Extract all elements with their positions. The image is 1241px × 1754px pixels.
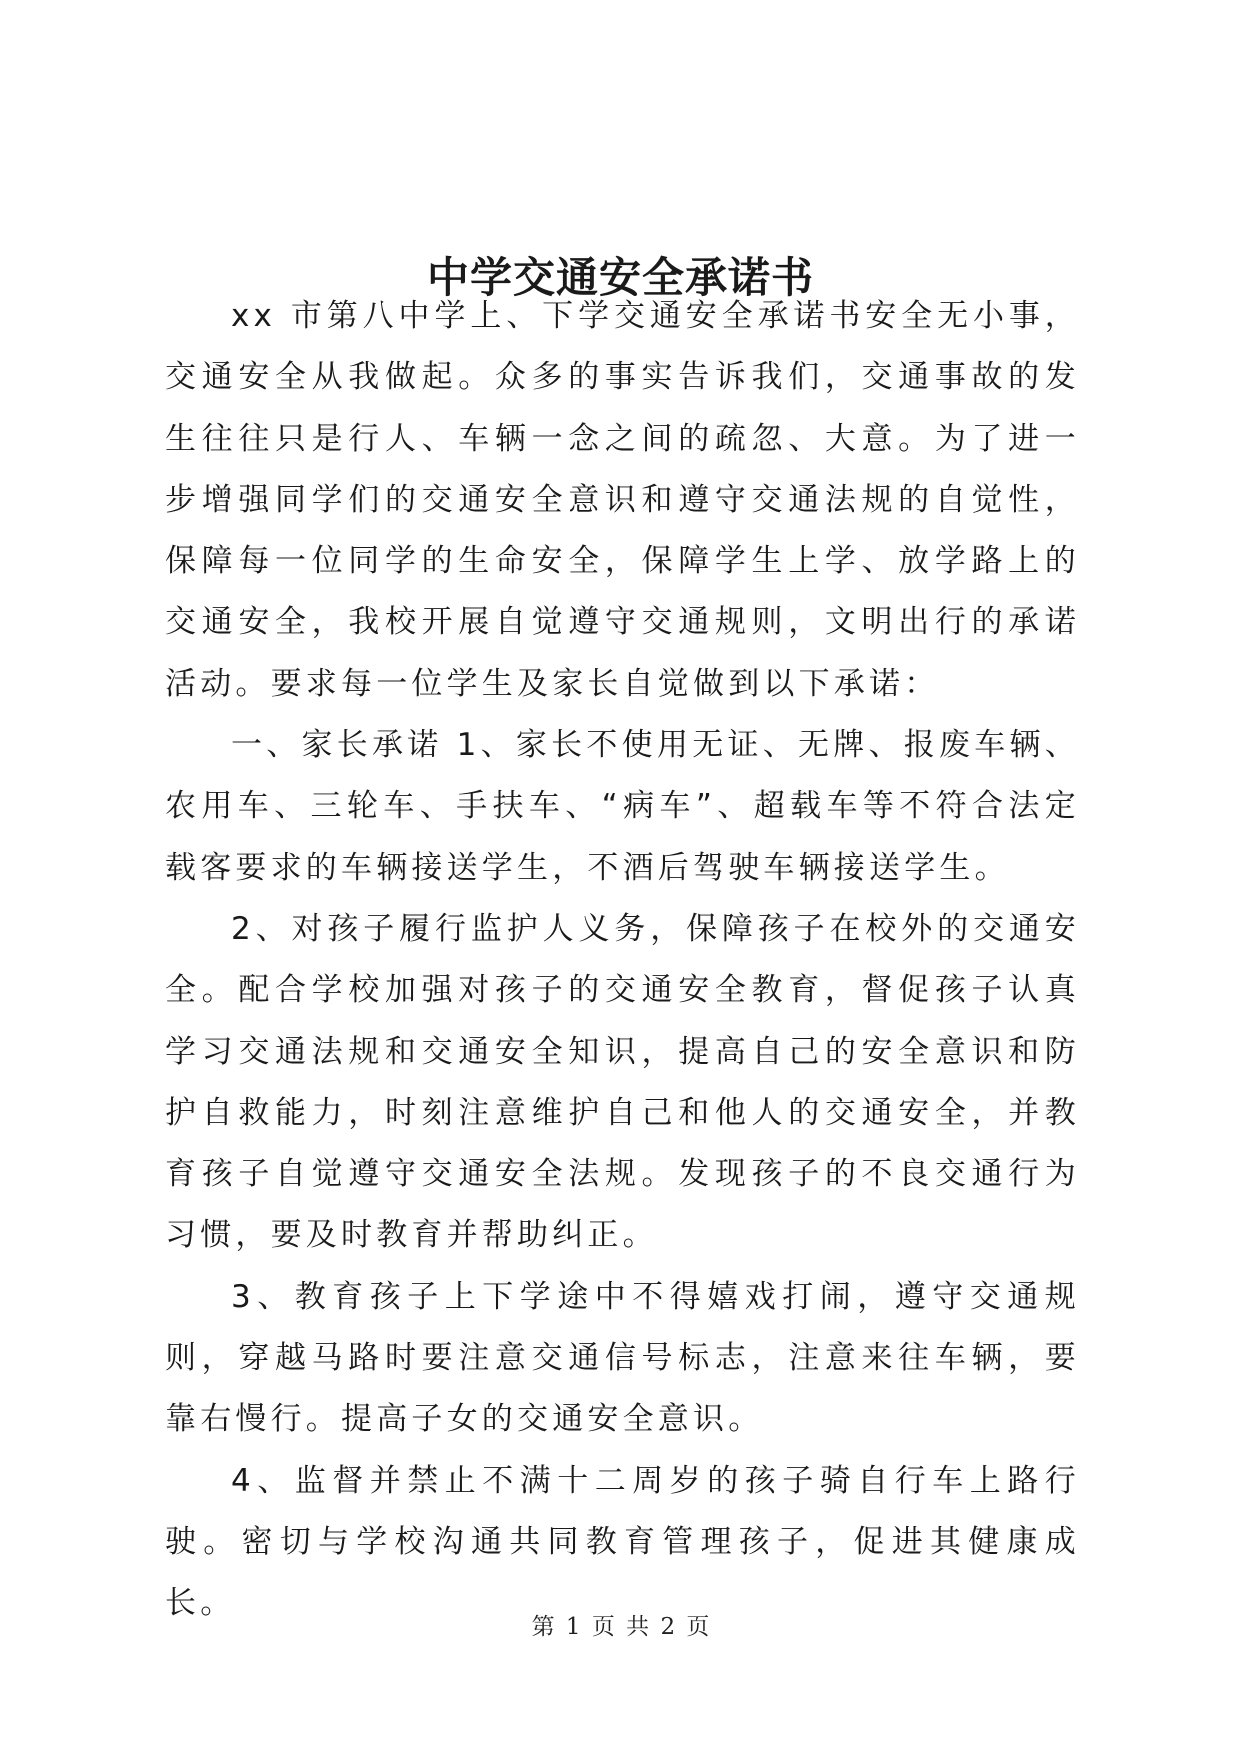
paragraph-parent-promise-3: 3、教育孩子上下学途中不得嬉戏打闹，遵守交通规则，穿越马路时要注意交通信号标志，注意来往车辆，要靠右慢行。提高子女的交通安全意识。 (165, 1278, 1080, 1438)
paragraph-parent-promise-4: 4、监督并禁止不满十二周岁的孩子骑自行车上路行驶。密切与学校沟通共同教育管理孩子，促进其健康成长。 (165, 1462, 1080, 1622)
page-number-footer: 第 1 页 共 2 页 (531, 1614, 710, 1640)
paragraph-intro: xx 市第八中学上、下学交通安全承诺书安全无小事，交通安全从我做起。众多的事实告诉我们，交通事故的发生往往只是行人、车辆一念之间的疏忽、大意。为了进一步增强同学们的交通安全意识和遵守交通法规的自觉性，保障每一位同学的生命安全，保障学生上学、放学路上的交通安全，我校开展自觉遵守交通规则，文明出行的承诺活动。要求每一位学生及家长自觉做到以下承诺： (165, 298, 1080, 702)
paragraph-parent-promise-2: 2、对孩子履行监护人义务，保障孩子在校外的交通安全。配合学校加强对孩子的交通安全教育，督促孩子认真学习交通法规和交通安全知识，提高自己的安全意识和防护自救能力，时刻注意维护自己和他人的交通安全，并教育孩子自觉遵守交通安全法规。发现孩子的不良交通行为习惯，要及时教育并帮助纠正。 (165, 910, 1080, 1254)
document-body (165, 286, 1080, 1635)
paragraph-parent-promise-1: 一、家长承诺 1、家长不使用无证、无牌、报废车辆、农用车、三轮车、手扶车、“病车”、超载车等不符合法定载客要求的车辆接送学生，不酒后驾驶车辆接送学生。 (165, 727, 1080, 886)
document-title: 中学交通安全承诺书 (426, 253, 814, 303)
